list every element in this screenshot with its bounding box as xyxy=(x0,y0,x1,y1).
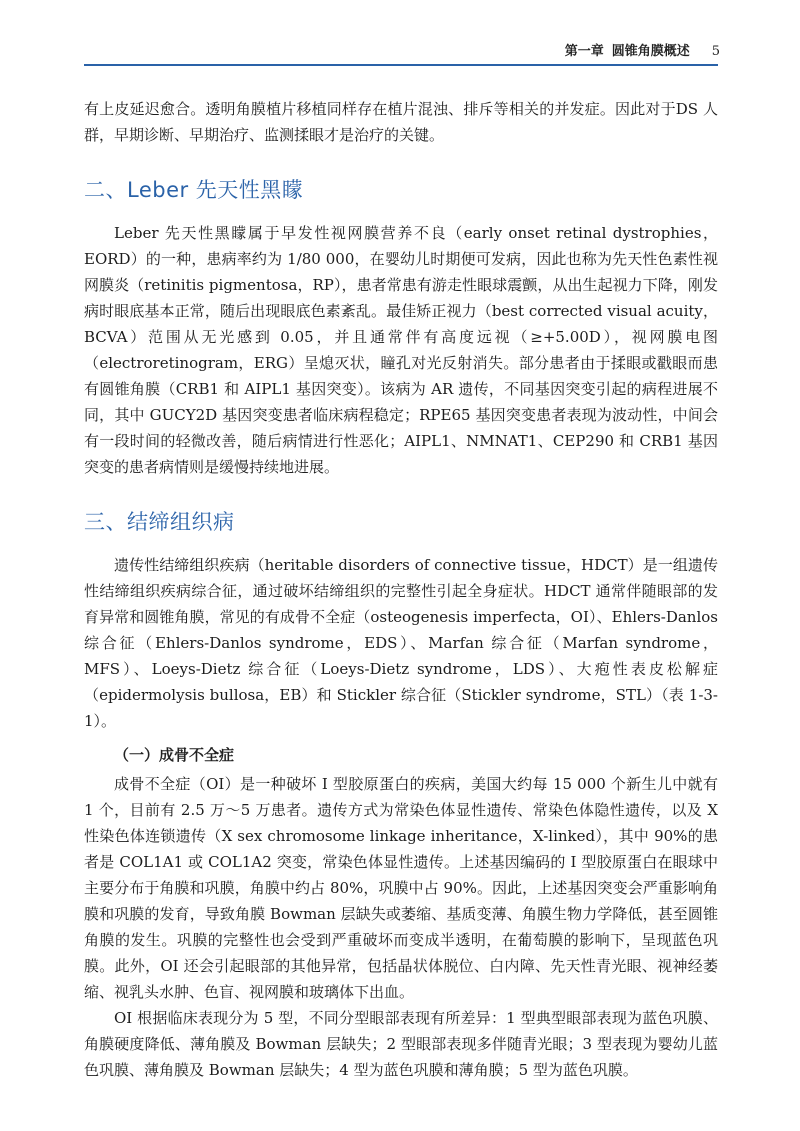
intro-paragraph: 有上皮延迟愈合。透明角膜植片移植同样存在植片混浊、排斥等相关的并发症。因此对于DS 人群，早期诊断、早期治疗、监测揉眼才是治疗的关键。 xyxy=(84,100,718,144)
page-number: 5 xyxy=(711,44,720,59)
running-header xyxy=(565,40,720,59)
header-chapter: 第一章 xyxy=(564,44,604,59)
oi-paragraph-1: 成骨不全症（OI）是一种破坏 I 型胶原蛋白的疾病，美国大约每 15 000 个新生儿中就有 1 个，目前有 2.5 万～5 万患者。遗传方式为常染色体显性遗传、常染色体隐性遗传，以及 X 性染色体连锁遗传（X sex chromosome linkage inheritance，X-linked），其中 90%的患者是 COL1A1 或 COL1A2 突变，常染色体显性遗传。上述基因编码的 I 型胶原蛋白在眼球中主要分布于角膜和巩膜，角膜中约占 80%，巩膜中占 90%。因此，上述基因突变会严重影响角膜和巩膜的发育，导致角膜 Bowman 层缺失或萎缩、基质变薄、角膜生物力学降低，甚至圆锥角膜的发生。巩膜的完整性也会受到严重破坏而变成半透明，在葡萄膜的影响下，呈现蓝色巩膜。此外，OI 还会引起眼部的其他异常，包括晶状体脱位、白内障、先天性青光眼、视神经萎缩、视乳头水肿、色盲、视网膜和玻璃体下出血。 xyxy=(84,775,718,1001)
section-heading-connective-tissue: 三、结缔组织病 xyxy=(84,510,235,534)
subheading-oi: （一）成骨不全症 xyxy=(114,746,235,764)
leber-paragraph: Leber 先天性黑矇属于早发性视网膜营养不良（early onset retinal dystrophies，EORD）的一种，患病率约为 1/80 000，在婴幼儿时期便可发病，因此也称为先天性色素性视网膜炎（retinitis pigmentosa，RP），患者常患有游走性眼球震颤，从出生起视力下降，刚发病时眼底基本正常，随后出现眼底色素紊乱。最佳矫正视力（best corrected visual acuity，BCVA）范围从无光感到 0.05，并且通常伴有高度远视（≥+5.00D），视网膜电图（electroretinogram，ERG）呈熄灭状，瞳孔对光反射消失。部分患者由于揉眼或戳眼而患有圆锥角膜（CRB1 和 AIPL1 基因突变）。该病为 AR 遗传，不同基因突变引起的病程进展不同，其中 GUCY2D 基因突变患者临床病程稳定；RPE65 基因突变患者表现为波动性，中间会有一段时间的轻微改善，随后病情进行性恶化；AIPL1、NMNAT1、CEP290 和 CRB1 基因突变的患者病情则是缓慢持续地进展。 xyxy=(84,224,718,476)
header-rule xyxy=(84,64,718,66)
connective-tissue-paragraph: 遗传性结缔组织疾病（heritable disorders of connective tissue，HDCT）是一组遗传性结缔组织疾病综合征，通过破坏结缔组织的完整性引起全身症状。HDCT 通常伴随眼部的发育异常和圆锥角膜，常见的有成骨不全症（osteogenesis imperfecta，OI）、Ehlers-Danlos 综合征（Ehlers-Danlos syndrome，EDS）、Marfan 综合征（Marfan syndrome，MFS）、Loeys-Dietz 综合征（Loeys-Dietz syndrome，LDS）、大疱性表皮松解症（epidermolysis bullosa，EB）和 Stickler 综合征（Stickler syndrome，STL）（表 1-3-1）。 xyxy=(84,556,718,730)
oi-paragraph-2: OI 根据临床表现分为 5 型，不同分型眼部表现有所差异：1 型典型眼部表现为蓝色巩膜、角膜硬度降低、薄角膜及 Bowman 层缺失；2 型眼部表现多伴随青光眼；3 型表现为婴幼儿蓝色巩膜、薄角膜及 Bowman 层缺失；4 型为蓝色巩膜和薄角膜；5 型为蓝色巩膜。 xyxy=(84,1009,718,1079)
page-body xyxy=(84,96,718,1083)
section-heading-leber: 二、Leber 先天性黑矇 xyxy=(84,178,304,202)
header-title: 圆锥角膜概述 xyxy=(611,44,690,59)
